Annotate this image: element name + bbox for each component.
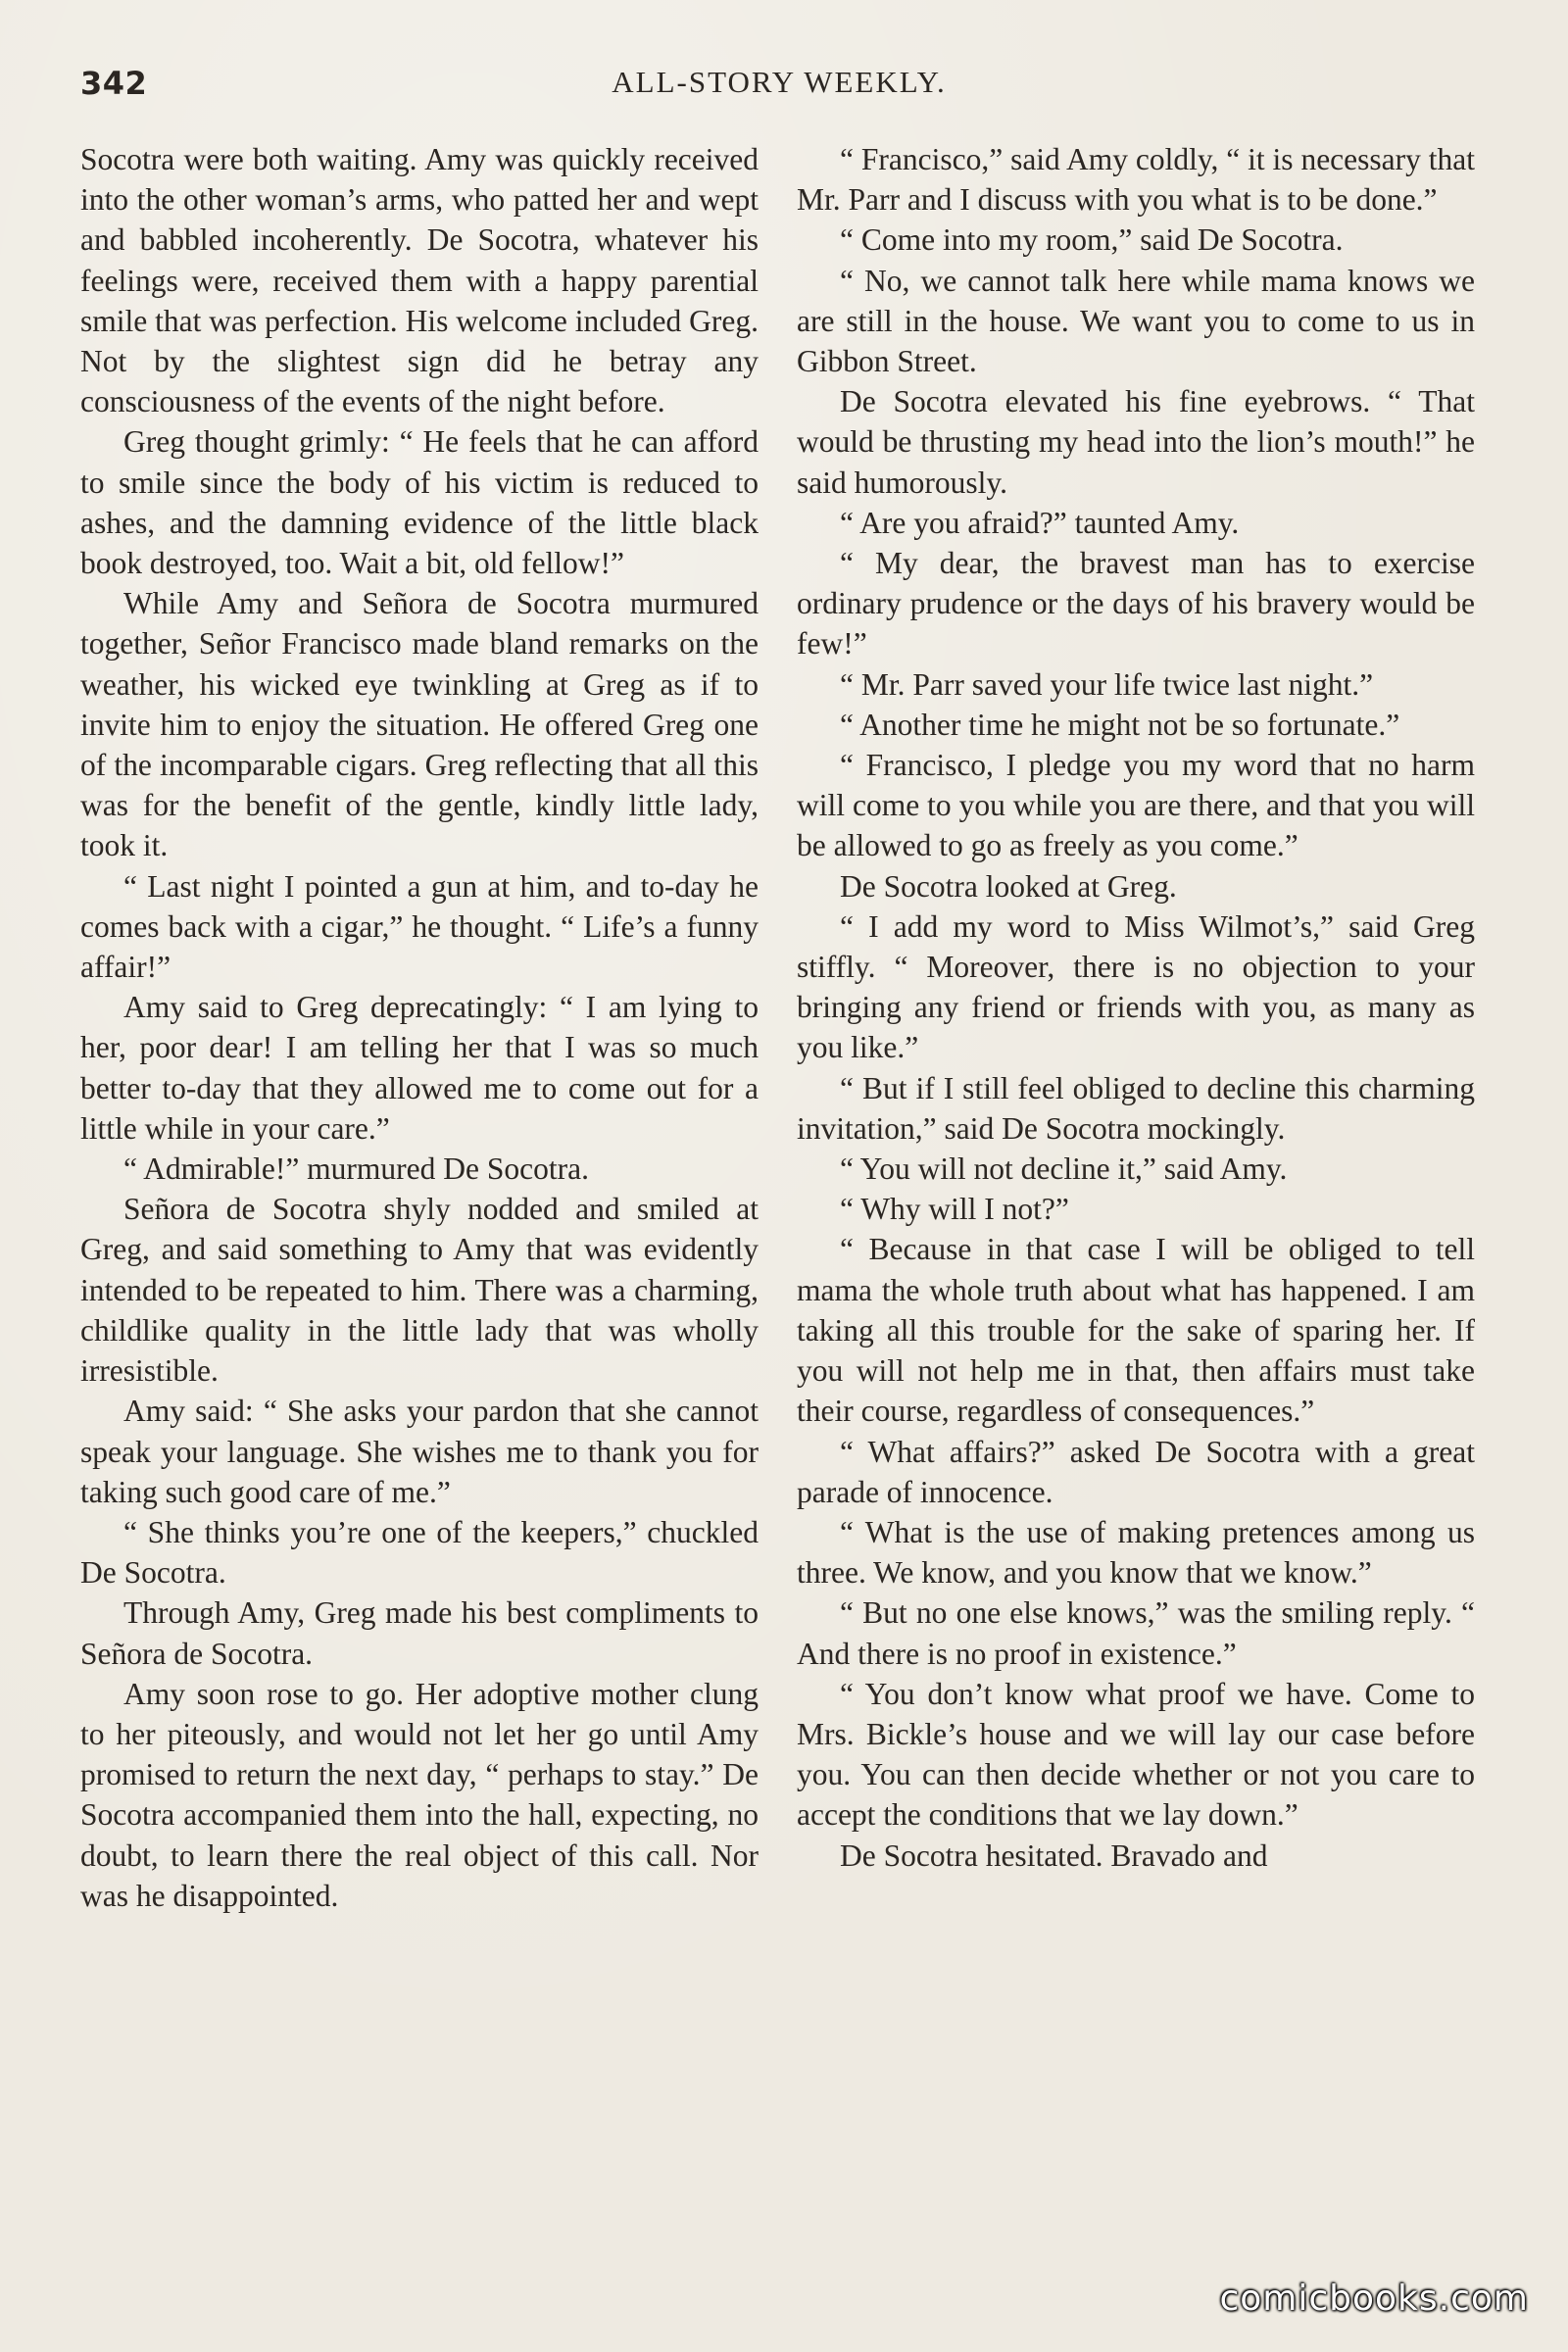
paragraph: “ Are you afraid?” taunted Amy. <box>840 505 1240 540</box>
running-title: ALL-STORY WEEKLY. <box>612 65 947 99</box>
paragraph: “ You don’t know what proof we have. Come to Mrs. Bickle’s house and we will lay our case before you. You can then decide whether or not you care to accept the conditions that we lay down.” <box>797 1676 1475 1833</box>
paragraph: “ Why will I not?” <box>840 1192 1069 1227</box>
page-header <box>80 65 1478 108</box>
paragraph: Amy said: “ She asks your pardon that she cannot speak your language. She wishes me to thank you for taking such good care of me.” <box>80 1394 759 1509</box>
paragraph: “ I add my word to Miss Wilmot’s,” said Greg stiffly. “ Moreover, there is no objection to your bringing any friend or friends with you, as many as you like.” <box>797 908 1475 1065</box>
paragraph: “ What is the use of making pretences among us three. We know, and you know that we know.” <box>797 1514 1475 1591</box>
page-number: 342 <box>80 65 148 102</box>
paragraph: Greg thought grimly: “ He feels that he can afford to smile since the body of his victim is reduced to ashes, and the damning evidence of the little black book destroyed, too. Wait a bit, old fellow!” <box>80 424 759 581</box>
paragraph: “ My dear, the bravest man has to exercise ordinary prudence or the days of his bravery would be few!” <box>797 546 1475 662</box>
paragraph: Socotra were both waiting. Amy was quickly received into the other woman’s arms, who patted her and wept and babbled incoherently. De Socotra, whatever his feelings were, received them with a happy parential smile that was perfection. His welcome included Greg. Not by the slightest sign did he betray any consciousness of the events of the night before. <box>80 142 759 419</box>
paragraph: “ But if I still feel obliged to decline this charming invitation,” said De Socotra mockingly. <box>797 1070 1475 1146</box>
paragraph: While Amy and Señora de Socotra murmured together, Señor Francisco made bland remarks on the weather, his wicked eye twinkling at Greg as if to invite him to enjoy the situation. He offered Greg one of the incomparable cigars. Greg reflecting that all this was for the benefit of the gentle, kindly little lady, took it. <box>80 586 759 863</box>
paragraph: “ She thinks you’re one of the keepers,” chuckled De Socotra. <box>80 1514 759 1591</box>
paragraph: “ Francisco, I pledge you my word that no harm will come to you while you are there, and that you will be allowed to go as freely as you come.” <box>797 748 1475 863</box>
paragraph: “ But no one else knows,” was the smiling reply. “ And there is no proof in existence.” <box>797 1595 1475 1671</box>
paragraph: “ Last night I pointed a gun at him, and to-day he comes back with a cigar,” he thought. “ Life’s a funny affair!” <box>80 868 759 985</box>
paragraph: De Socotra hesitated. Bravado and <box>840 1838 1268 1873</box>
paragraph: De Socotra elevated his fine eyebrows. “ That would be thrusting my head into the lion’s mouth!” he said humorously. <box>797 384 1475 500</box>
paragraph: Señora de Socotra shyly nodded and smiled at Greg, and said something to Amy that was evidently intended to be repeated to him. There was a charming, childlike quality in the little lady that was wholly irresistible. <box>80 1192 759 1389</box>
right-column <box>797 139 1475 1876</box>
paragraph: Amy said to Greg deprecatingly: “ I am lying to her, poor dear! I am telling her that I was so much better to-day that they allowed me to come out for a little while in your care.” <box>80 990 759 1146</box>
paragraph: “ Another time he might not be so fortunate.” <box>840 707 1400 742</box>
paragraph: Amy soon rose to go. Her adoptive mother clung to her piteously, and would not let her go until Amy promised to return the next day, “ perhaps to stay.” De Socotra accompanied them into the hall, expecting, no doubt, to learn there the real object of this call. Nor was he disappointed. <box>80 1676 759 1913</box>
paragraph: “ Admirable!” murmured De Socotra. <box>123 1152 589 1187</box>
paragraph: “ You will not decline it,” said Amy. <box>840 1152 1288 1187</box>
paragraph: Through Amy, Greg made his best compliments to Señora de Socotra. <box>80 1595 759 1671</box>
left-column <box>80 139 759 1916</box>
paragraph: “ Because in that case I will be obliged to tell mama the whole truth about what has happened. I am taking all this trouble for the sake of sparing her. If you will not help me in that, then affairs must take their course, regardless of consequences.” <box>797 1232 1475 1429</box>
paragraph: “ Come into my room,” said De Socotra. <box>840 222 1344 258</box>
paragraph: “ No, we cannot talk here while mama knows we are still in the house. We want you to come to us in Gibbon Street. <box>797 263 1475 379</box>
paragraph: “ What affairs?” asked De Socotra with a great parade of innocence. <box>797 1434 1475 1509</box>
paragraph: “ Francisco,” said Amy coldly, “ it is necessary that Mr. Parr and I discuss with you what is to be done.” <box>797 142 1475 218</box>
paragraph: De Socotra looked at Greg. <box>840 868 1177 904</box>
watermark-logo: comicbooks.com <box>1219 2278 1529 2319</box>
paragraph: “ Mr. Parr saved your life twice last night.” <box>840 666 1374 702</box>
